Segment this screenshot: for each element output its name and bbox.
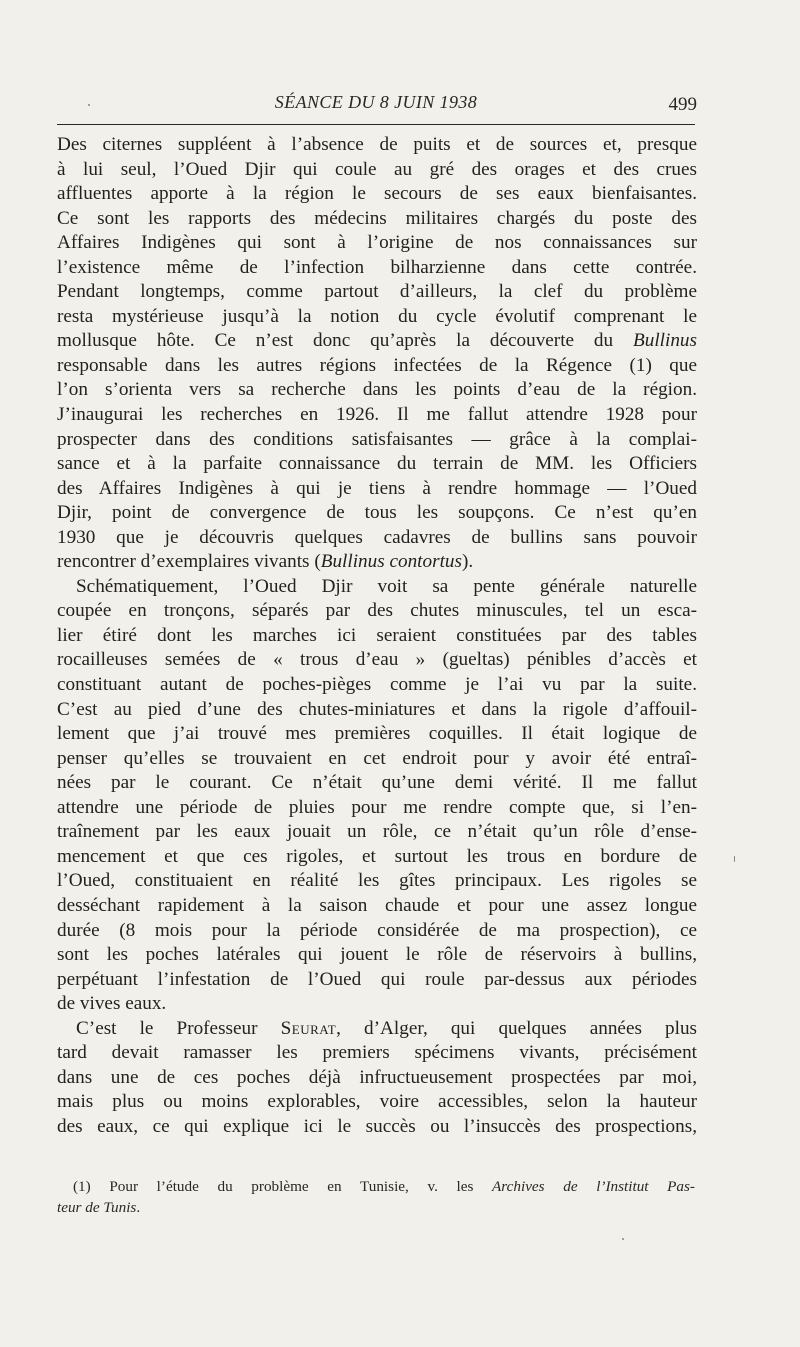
text-line [57, 329, 697, 354]
species-name-italic: Bullinus [633, 330, 697, 352]
header-title: SÉANCE DU 8 JUIN 1938 [274, 92, 478, 112]
text-line: Ce sont les rapports des médecins militaires chargés du poste des [57, 207, 697, 229]
text-line: resta mystérieuse jusqu’à la notion du cycle évolutif comprenant le [57, 305, 697, 327]
text-line: 1930 que je découvris quelques cadavres de bullins sans pouvoir [57, 526, 697, 548]
footnote-line [57, 1197, 695, 1218]
text-line: dans une de ces poches déjà infructueusement prospectées par moi, [57, 1066, 697, 1088]
text-line: des eaux, ce qui explique ici le succès ou l’insuccès des prospections, [57, 1115, 697, 1137]
text-segment: , d’Alger, qui quelques années plus [336, 1017, 698, 1039]
running-header [57, 88, 695, 122]
text-line: des Affaires Indigènes à qui je tiens à rendre hommage — l’Oued [57, 477, 697, 499]
body-text [57, 133, 697, 1139]
text-segment: . [136, 1199, 141, 1216]
text-line: mencement et que ces rigoles, et surtout les trous en bordure de [57, 845, 697, 867]
footnote-italic: Archives de l’Institut Pas- [492, 1178, 695, 1195]
text-line: mais plus ou moins explorables, voire accessibles, selon la hauteur [57, 1091, 697, 1113]
author-name-smallcaps: Seurat [280, 1017, 337, 1039]
text-line: nées par le courant. Ce n’était qu’une demi vérité. Il me fallut [57, 772, 697, 794]
text-line: de vives eaux. [57, 993, 167, 1015]
paper-speck [622, 1238, 624, 1240]
text-line: J’inaugurai les recherches en 1926. Il me fallut attendre 1928 pour [57, 404, 697, 426]
text-segment: ). [461, 551, 474, 573]
text-line: affluentes apporte à la région le secours de ses eaux bienfaisantes. [57, 183, 697, 205]
text-line: desséchant rapidement à la saison chaude et pour une assez longue [57, 894, 697, 916]
text-segment: (1) Pour l’étude du problème en Tunisie, v. les [73, 1178, 493, 1195]
text-line: l’existence même de l’infection bilharzienne dans cette contrée. [57, 256, 697, 278]
paragraph-start-line [57, 1017, 697, 1042]
text-line: sont les poches latérales qui jouent le rôle de réservoirs à bullins, [57, 944, 697, 966]
text-line: sance et à la parfaite connaissance du terrain de MM. les Officiers [57, 453, 697, 475]
text-line: Djir, point de convergence de tous les soupçons. Ce n’est qu’en [57, 502, 697, 524]
text-line: coupée en tronçons, séparés par des chutes minuscules, tel un esca- [57, 600, 697, 622]
text-line: à lui seul, l’Oued Djir qui coule au gré des orages et des crues [57, 158, 697, 180]
text-segment: rencontrer d’exemplaires vivants ( [57, 551, 321, 573]
text-line: Des citernes suppléent à l’absence de puits et de sources et, presque [57, 134, 697, 155]
header-rule [57, 124, 695, 125]
text-line: responsable dans les autres régions infectées de la Régence (1) que [57, 354, 697, 376]
paper-speck [88, 104, 90, 106]
text-line [57, 550, 697, 575]
text-line: lier étiré dont les marches ici seraient constituées par des tables [57, 624, 697, 646]
text-line: perpétuant l’infestation de l’Oued qui roule par-dessus aux périodes [57, 968, 697, 990]
text-line: durée (8 mois pour la période considérée de ma prospection), ce [57, 919, 697, 941]
text-line: constituant autant de poches-pièges comme je l’ai vu par la suite. [57, 674, 697, 696]
text-line: attendre une période de pluies pour me rendre compte que, si l’en- [57, 796, 697, 818]
paper-speck [734, 856, 735, 862]
footnote-italic: teur de Tunis [57, 1199, 137, 1216]
text-line: Pendant longtemps, comme partout d’ailleurs, la clef du problème [57, 281, 697, 303]
text-segment: C’est le Professeur [76, 1017, 281, 1039]
text-line: tard devait ramasser les premiers spécimens vivants, précisément [57, 1042, 697, 1064]
text-line: rocailleuses semées de « trous d’eau » (gueltas) pénibles d’accès et [57, 649, 697, 671]
text-line: C’est au pied d’une des chutes-miniatures et dans la rigole d’affouil- [57, 698, 697, 720]
text-line: l’Oued, constituaient en réalité les gîtes principaux. Les rigoles se [57, 870, 697, 892]
page-number: 499 [668, 94, 697, 115]
text-line: l’on s’orienta vers sa recherche dans les points d’eau de la région. [57, 379, 697, 401]
text-line: penser qu’elles se trouvaient en cet endroit pour y avoir été entraî- [57, 747, 697, 769]
footnote-line [57, 1176, 695, 1197]
text-segment: mollusque hôte. Ce n’est donc qu’après la découverte du [57, 330, 634, 352]
text-line: Affaires Indigènes qui sont à l’origine de nos connaissances sur [57, 232, 697, 254]
text-line: prospecter dans des conditions satisfaisantes — grâce à la complai- [57, 428, 697, 450]
text-line: lement que j’ai trouvé mes premières coquilles. Il était logique de [57, 723, 697, 745]
footnote [57, 1176, 695, 1218]
paragraph-start-line: Schématiquement, l’Oued Djir voit sa pente générale naturelle [76, 575, 697, 597]
text-line: traînement par les eaux jouait un rôle, ce n’était qu’un rôle d’ense- [57, 821, 697, 843]
species-name-italic: Bullinus contortus [320, 551, 462, 573]
